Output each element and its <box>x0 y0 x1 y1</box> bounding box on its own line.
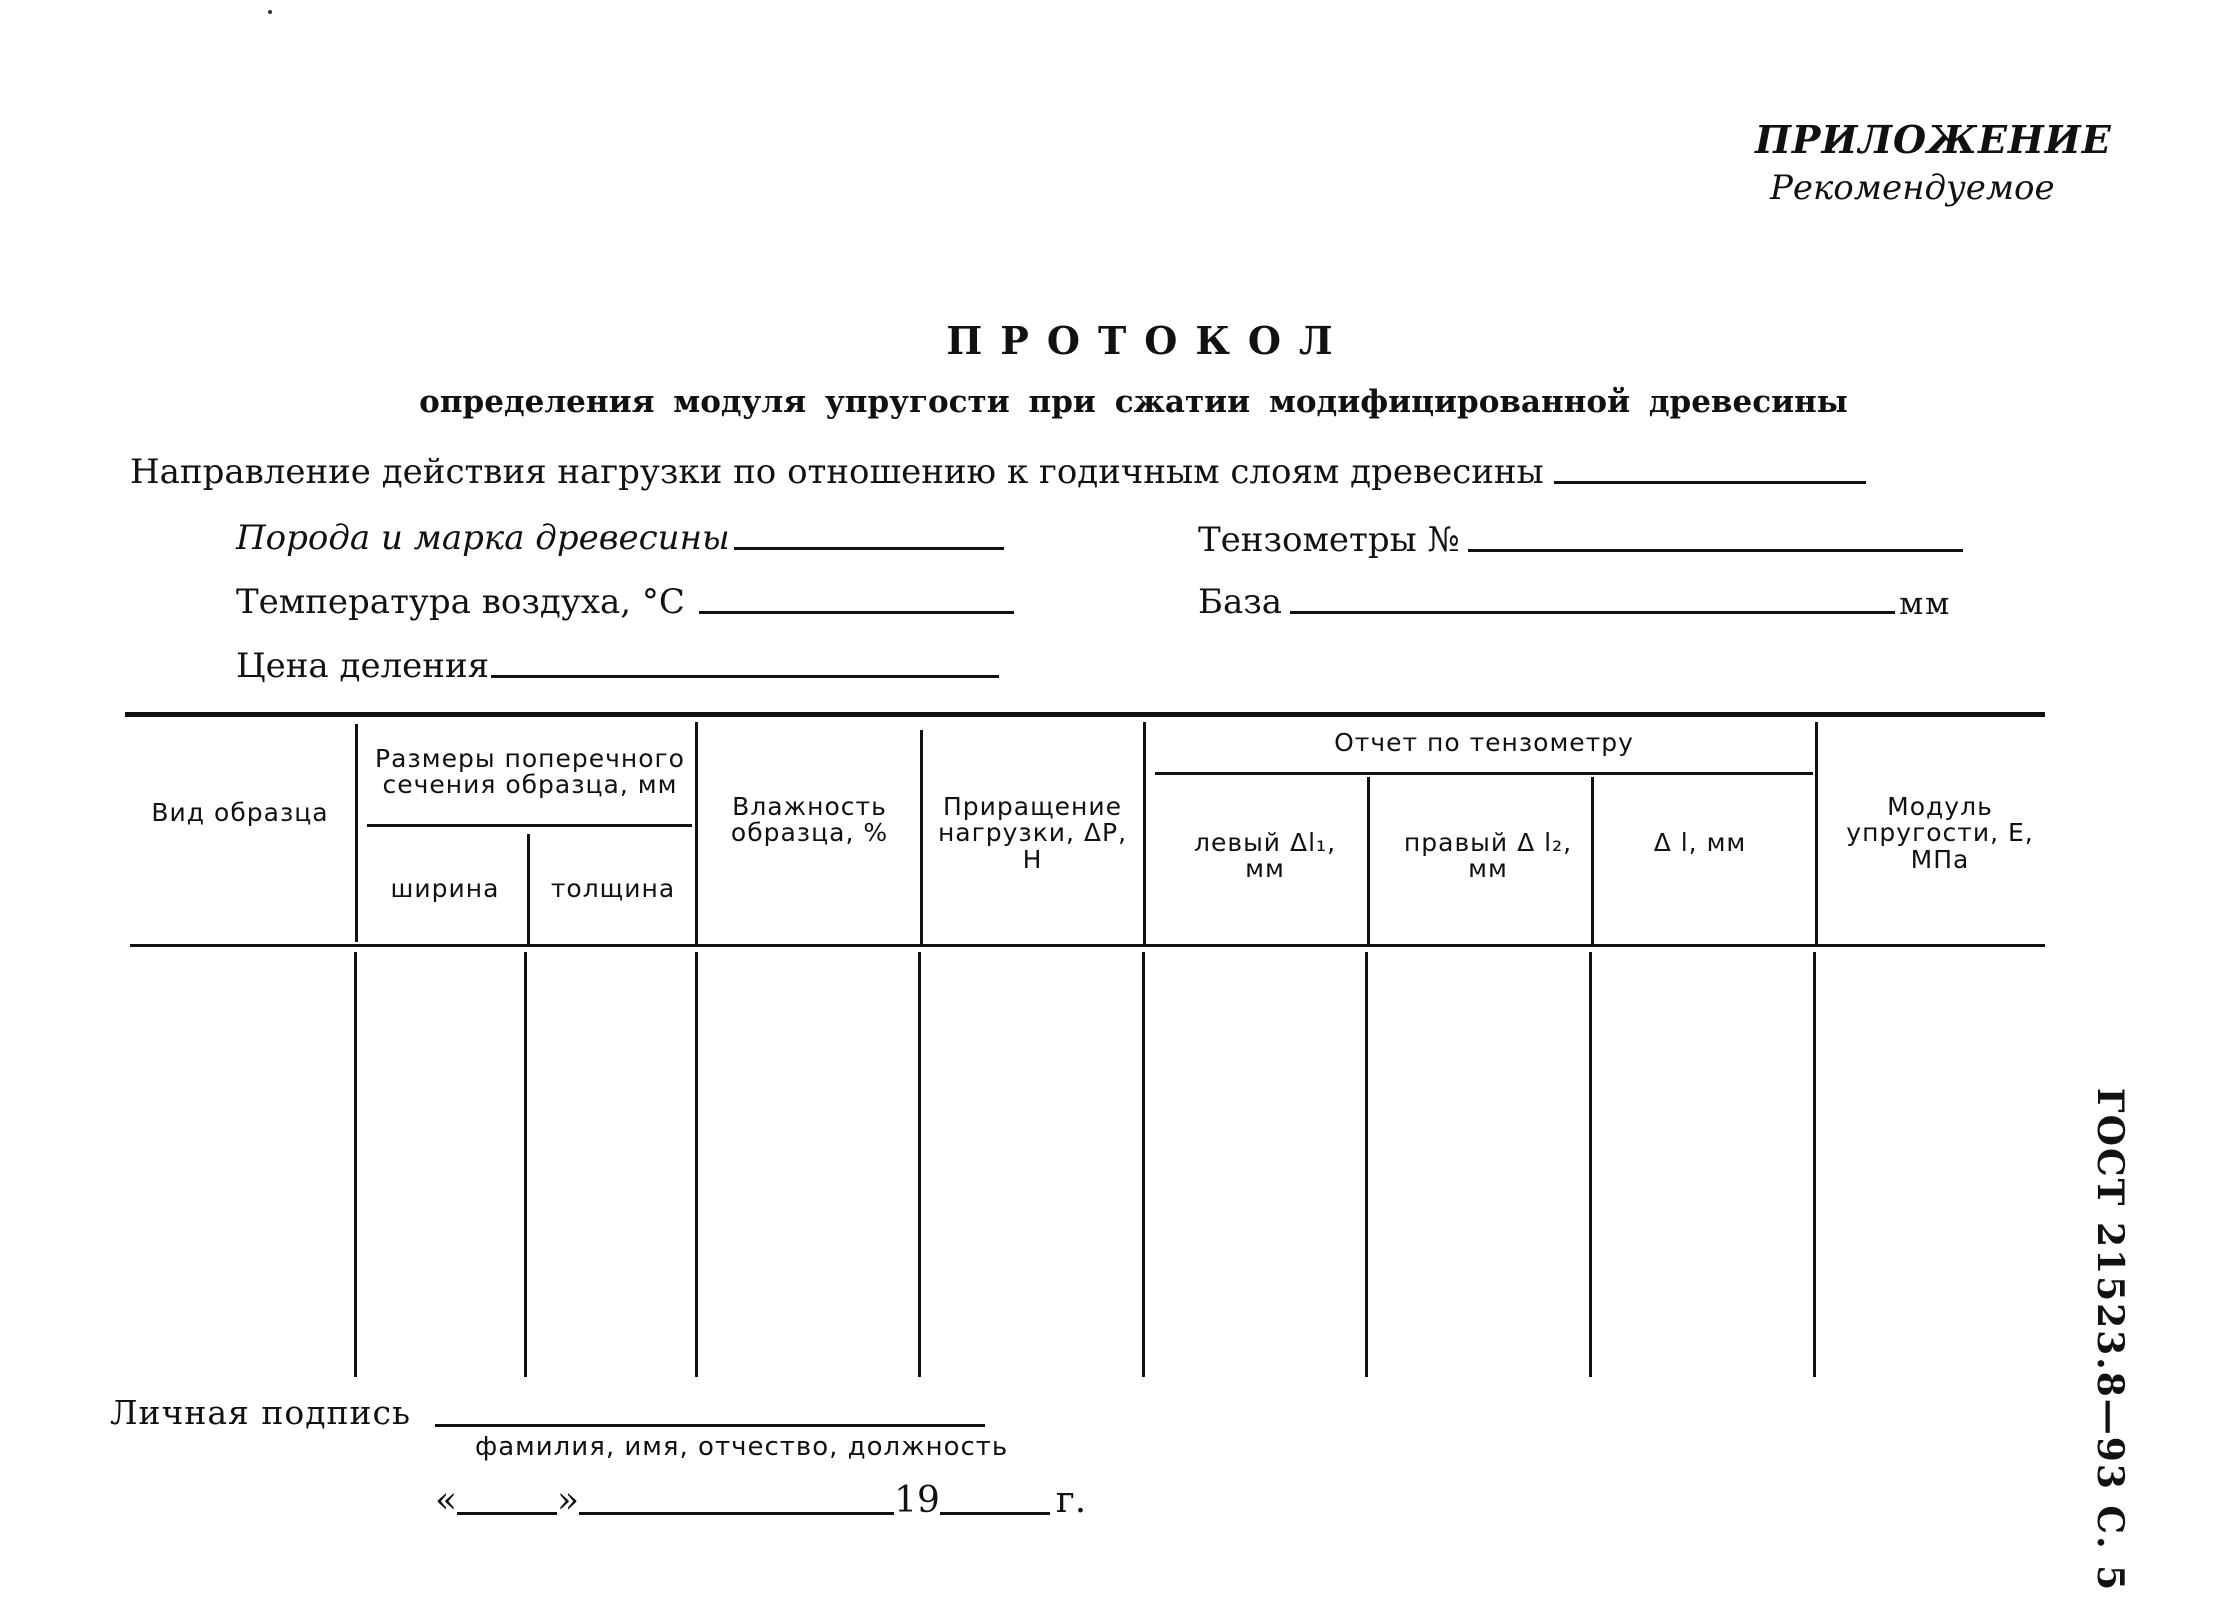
field-species-label: Порода и марка древесины <box>236 518 730 558</box>
field-base-label: База <box>1198 582 1283 622</box>
field-tensometers <box>1198 520 1963 560</box>
field-base <box>1198 582 1951 622</box>
field-load-direction-label: Направление действия нагрузки по отношению к годичным слоям древесины <box>130 452 1544 492</box>
field-division-value-label: Цена деления <box>236 646 490 686</box>
table-reading-subrule <box>1155 772 1813 775</box>
vline <box>1589 952 1592 1377</box>
field-division-value-blank[interactable] <box>491 674 999 678</box>
col-modulus: Модуль упругости, E, МПа <box>1846 792 2034 874</box>
results-table <box>125 712 2045 1377</box>
vline <box>695 952 698 1377</box>
vline <box>1591 777 1594 944</box>
col-right: правый Δ l₂, мм <box>1403 828 1573 884</box>
vline <box>695 722 698 944</box>
vline <box>918 952 921 1377</box>
date-row <box>435 1480 1086 1521</box>
col-tensometer-reading: Отчет по тензометру <box>1334 728 1634 757</box>
field-load-direction-blank[interactable] <box>1554 480 1866 484</box>
vline <box>1367 777 1370 944</box>
vline <box>1813 952 1816 1377</box>
appendix-subtitle: Рекомендуемое <box>1770 168 2055 208</box>
signature-caption: фамилия, имя, отчество, должность <box>475 1432 1009 1462</box>
col-load-increment: Приращение нагрузки, ΔP, Н <box>937 792 1128 874</box>
table-section-subrule <box>367 824 692 827</box>
field-tensometers-label: Тензометры № <box>1198 520 1460 560</box>
vline <box>920 730 923 944</box>
col-cross-section: Размеры поперечного сечения образца, мм <box>375 744 685 800</box>
col-width: ширина <box>390 874 500 903</box>
vline <box>354 952 357 1377</box>
field-base-unit: мм <box>1899 586 1952 622</box>
field-tensometers-blank[interactable] <box>1468 548 1963 552</box>
vline <box>1815 722 1818 944</box>
vline <box>355 724 358 942</box>
field-air-temperature <box>236 582 1014 622</box>
protocol-subtitle: определения модуля упругости при сжатии модифицированной древесины <box>419 384 1848 420</box>
field-base-blank[interactable] <box>1290 610 1895 614</box>
vline <box>524 952 527 1377</box>
date-year-blank[interactable] <box>940 1511 1050 1515</box>
col-left: левый Δl₁, мм <box>1193 828 1337 884</box>
table-header-rule <box>130 944 2045 947</box>
col-sample-type: Вид образца <box>151 798 329 827</box>
field-species-blank[interactable] <box>734 546 1004 550</box>
date-year-suffix: г. <box>1055 1480 1087 1521</box>
field-species <box>236 518 1004 558</box>
protocol-title: ПРОТОКОЛ <box>946 318 1351 363</box>
vline <box>1365 952 1368 1377</box>
table-top-rule <box>125 712 2045 717</box>
date-close-quote: » <box>557 1480 580 1521</box>
field-air-temperature-label: Температура воздуха, °С <box>236 582 685 622</box>
date-open-quote: « <box>435 1480 458 1521</box>
scan-speck <box>268 10 272 14</box>
col-moisture: Влажность образца, % <box>730 792 889 848</box>
date-day-blank[interactable] <box>457 1511 557 1515</box>
vline <box>1142 952 1145 1377</box>
col-delta: Δ l, мм <box>1653 828 1747 857</box>
signature-label: Личная подпись <box>110 1393 411 1432</box>
appendix-title: ПРИЛОЖЕНИЕ <box>1755 117 2112 162</box>
col-thickness: толщина <box>550 874 676 903</box>
field-division-value <box>236 646 999 686</box>
signature-blank[interactable] <box>435 1424 985 1427</box>
date-month-blank[interactable] <box>579 1511 894 1515</box>
side-code <box>2089 1087 2131 1593</box>
field-air-temperature-blank[interactable] <box>699 610 1014 614</box>
vline <box>1143 722 1146 944</box>
vline <box>527 834 530 944</box>
side-code-text: ГОСТ 21523.8—93 С. 5 <box>2089 1087 2131 1593</box>
field-load-direction <box>130 452 1866 492</box>
date-year-prefix: 19 <box>894 1480 940 1521</box>
